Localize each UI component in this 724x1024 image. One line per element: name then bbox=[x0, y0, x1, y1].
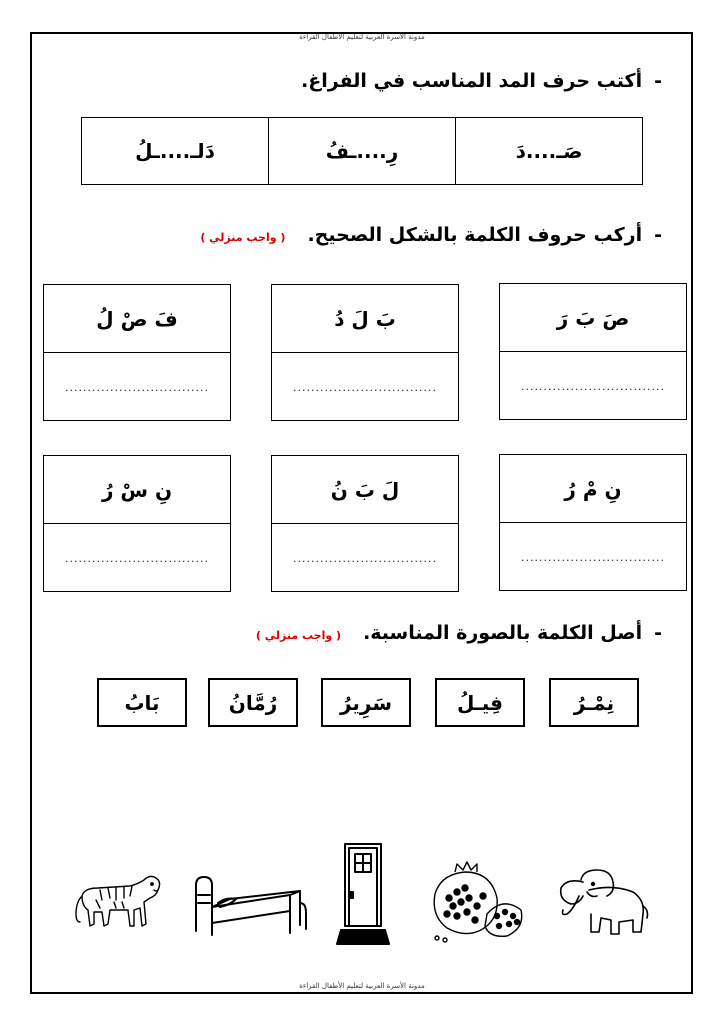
compose-box-2 bbox=[271, 284, 459, 421]
elephant-icon[interactable] bbox=[553, 866, 649, 940]
letters: صَ بَ رَ bbox=[500, 284, 686, 352]
long-vowel-table bbox=[81, 117, 643, 185]
compose-box-1 bbox=[499, 283, 687, 420]
word-card-tiger[interactable]: نِمْـرُ bbox=[549, 678, 639, 727]
answer-line[interactable]: ................................ bbox=[521, 550, 665, 564]
section2-bullet: - bbox=[654, 224, 662, 246]
section3-bullet: - bbox=[654, 622, 662, 644]
homework-label: ( واجب منزلي ) bbox=[200, 231, 286, 244]
door-icon[interactable] bbox=[333, 840, 393, 948]
letters: فَ صْ لُ bbox=[44, 285, 230, 353]
section1-bullet: - bbox=[654, 70, 662, 92]
answer-line[interactable]: ................................ bbox=[293, 551, 437, 565]
bed-icon[interactable] bbox=[190, 873, 308, 939]
section2-instruction-line bbox=[200, 224, 662, 246]
compose-box-5 bbox=[271, 455, 459, 592]
letters: نِ سْ رُ bbox=[44, 456, 230, 524]
word-card-elephant[interactable]: فِيـلُ bbox=[435, 678, 525, 727]
fill-cell-1[interactable]: صَـ....دَ bbox=[455, 118, 642, 184]
answer-line[interactable]: ................................ bbox=[521, 379, 665, 393]
letters: نِ مْ رُ bbox=[500, 455, 686, 523]
footer-blog-name: مدونة الأسرة العربية لتعليم الأطفال القراءة bbox=[299, 982, 425, 990]
compose-box-3 bbox=[43, 284, 231, 421]
answer-line[interactable]: ................................ bbox=[293, 380, 437, 394]
tiger-icon[interactable] bbox=[70, 866, 165, 938]
letters: بَ لَ دُ bbox=[272, 285, 458, 353]
section1-instruction: أكتب حرف المد المناسب في الفراغ. bbox=[301, 70, 643, 92]
fill-cell-2[interactable]: رِ....ـفُ bbox=[268, 118, 455, 184]
pomegranate-icon[interactable] bbox=[425, 858, 527, 944]
section1-instruction-line bbox=[301, 70, 662, 92]
letters: لَ بَ نُ bbox=[272, 456, 458, 524]
compose-box-4 bbox=[499, 454, 687, 591]
word-card-bed[interactable]: سَرِيرُ bbox=[321, 678, 411, 727]
section2-instruction: أركب حروف الكلمة بالشكل الصحيح. bbox=[307, 224, 643, 246]
compose-box-6 bbox=[43, 455, 231, 592]
header-blog-name: مدونة الأسرة العربية لتعليم الأطفال القراءة bbox=[299, 33, 425, 41]
word-card-door[interactable]: بَابُ bbox=[97, 678, 187, 727]
section3-instruction-line bbox=[256, 622, 662, 644]
answer-line[interactable]: ................................ bbox=[65, 551, 209, 565]
word-card-pomegranate[interactable]: رُمَّانُ bbox=[208, 678, 298, 727]
section3-instruction: أصل الكلمة بالصورة المناسبة. bbox=[363, 622, 643, 644]
homework-label: ( واجب منزلي ) bbox=[255, 629, 342, 642]
fill-cell-3[interactable]: دَلـ....ـلُ bbox=[135, 139, 215, 163]
answer-line[interactable]: ................................ bbox=[65, 380, 209, 394]
